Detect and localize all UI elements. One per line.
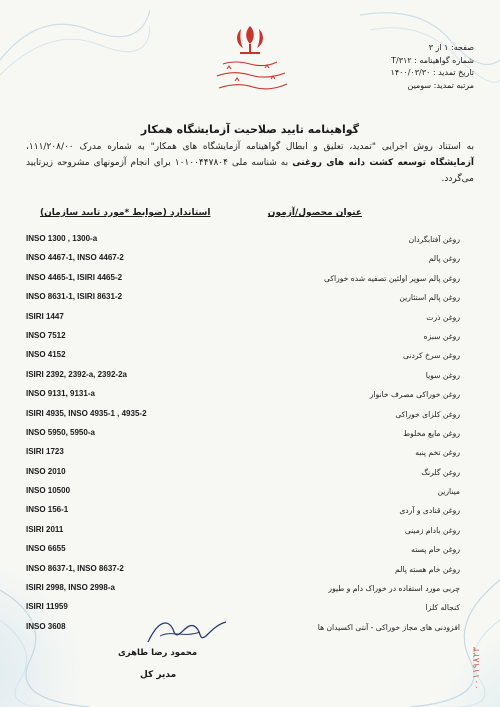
signer-title: مدیر کل bbox=[140, 670, 177, 680]
standard-code: ISIRI 2998, INSO 2998-a bbox=[26, 583, 115, 593]
standard-code: INSO 4152 bbox=[26, 350, 66, 360]
table-row bbox=[0, 368, 500, 387]
product-name: روغن خام پسته bbox=[411, 545, 460, 555]
renewal-rank: مرتبه تمدید: سومین bbox=[407, 80, 474, 90]
table-row bbox=[0, 523, 500, 542]
standard-code: INSO 4467-1, INSO 4467-2 bbox=[26, 253, 124, 263]
standard-code: ISIRI 1447 bbox=[26, 311, 64, 321]
standard-code: ISIRI 4935, INSO 4935-1 , 4935-2 bbox=[26, 408, 147, 418]
product-name: روغن پالم استئارین bbox=[399, 293, 460, 303]
serial-number: ۰۰۱۱۹۸۲۳ bbox=[472, 646, 482, 690]
table-row bbox=[0, 445, 500, 464]
intro-text-1: به استناد روش اجرایی "تمدید، تعلیق و ابطال گواهینامه آزمایشگاه های همکار" به شماره مدرک ۱۱۱/۲۰۸/۰۰، bbox=[26, 142, 474, 152]
standard-code: INSO 3608 bbox=[26, 621, 66, 631]
product-name: روغن تخم پنبه bbox=[415, 448, 460, 458]
product-name: روغن سبزه bbox=[423, 331, 460, 341]
decorative-swirl-top-left bbox=[0, 0, 150, 90]
document-meta bbox=[354, 42, 474, 92]
table-row bbox=[0, 348, 500, 367]
emblem-logo bbox=[205, 22, 295, 102]
product-name: روغن خوراکی مصرف خانوار bbox=[369, 390, 460, 400]
product-name: روغن سویا bbox=[425, 370, 460, 380]
product-name: مینارین bbox=[437, 487, 460, 497]
product-name: روغن پالم سوپر اولئین تصفیه شده خوراکی bbox=[324, 273, 460, 283]
table-row bbox=[0, 484, 500, 503]
product-name: روغن کلزای خوراکی bbox=[395, 409, 460, 419]
table-row bbox=[0, 620, 500, 639]
table-row bbox=[0, 271, 500, 290]
signer-name: محمود رضا طاهری bbox=[118, 648, 198, 658]
table-row bbox=[0, 407, 500, 426]
product-name: روغن سرخ کردنی bbox=[403, 351, 460, 361]
certificate-number: شماره گواهینامه : T/۳۱۲ bbox=[391, 55, 474, 65]
standard-code: INSO 6655 bbox=[26, 544, 66, 554]
column-header-product: عنوان محصول/آزمون bbox=[267, 208, 362, 218]
table-row bbox=[0, 581, 500, 600]
standard-code: ISIRI 2011 bbox=[26, 524, 64, 534]
product-name: کنجاله کلزا bbox=[425, 603, 460, 613]
renewal-date: تاریخ تمدید : ۱۴۰۰/۰۳/۳۰ bbox=[390, 68, 474, 77]
standard-code: INSO 5950, 5950-a bbox=[26, 427, 95, 437]
standard-code: INSO 1300 , 1300-a bbox=[26, 234, 98, 243]
product-name: روغن گلرنگ bbox=[421, 467, 460, 477]
table-row bbox=[0, 310, 500, 329]
lab-name: آزمایشگاه توسعه کشت دانه های روغنی bbox=[292, 158, 474, 168]
product-name: روغن ذرت bbox=[426, 312, 460, 322]
intro-paragraph bbox=[26, 139, 474, 187]
intro-text-2: به شناسه ملی ۱۰۱۰۰۴۴۷۸۰۴ برای انجام آزمونهای مشروحه زیرتایید می‌گردد. bbox=[26, 158, 474, 184]
table-row bbox=[0, 426, 500, 445]
table-row bbox=[0, 562, 500, 581]
standard-code: INSO 9131, 9131-a bbox=[26, 389, 95, 399]
standards-table bbox=[0, 232, 500, 639]
standard-code: INSO 156-1 bbox=[26, 505, 69, 515]
product-name: روغن خام هسته پالم bbox=[395, 564, 460, 574]
column-header-standard: استاندارد (ضوابط *مورد تایید سازمان) bbox=[40, 208, 211, 218]
standard-code: INSO 8637-1, INSO 8637-2 bbox=[26, 563, 124, 573]
table-row bbox=[0, 232, 500, 251]
standard-code: INSO 7512 bbox=[26, 330, 66, 340]
standard-code: INSO 2010 bbox=[26, 466, 66, 476]
product-name: روغن آفتابگردان bbox=[408, 235, 460, 244]
product-name: روغن مایع مخلوط bbox=[403, 428, 460, 438]
standard-code: INSO 4465-1, ISIRI 4465-2 bbox=[26, 272, 123, 282]
table-row bbox=[0, 251, 500, 270]
page-number: صفحه: ۱ از ۳ bbox=[428, 43, 474, 52]
standard-code: INSO 8631-1, ISIRI 8631-2 bbox=[26, 292, 123, 302]
standard-code: ISIRI 1723 bbox=[26, 447, 64, 457]
table-row bbox=[0, 503, 500, 522]
table-row bbox=[0, 542, 500, 561]
standard-code: ISIRI 2392, 2392-a, 2392-2a bbox=[26, 369, 127, 379]
table-row bbox=[0, 290, 500, 309]
table-row bbox=[0, 387, 500, 406]
table-row bbox=[0, 329, 500, 348]
product-name: روغن پالم bbox=[428, 254, 460, 264]
product-name: چربی مورد استفاده در خوراک دام و طیور bbox=[328, 584, 460, 594]
product-name: افزودنی های مجاز خوراکی - آنتی اکسیدان ها bbox=[317, 622, 460, 632]
product-name: روغن قنادی و آردی bbox=[399, 506, 460, 516]
product-name: روغن بادام زمینی bbox=[404, 525, 460, 535]
table-row bbox=[0, 465, 500, 484]
signature-image bbox=[140, 612, 230, 652]
certificate-title: گواهینامه تایید صلاحیت آزمایشگاه همکار bbox=[140, 123, 360, 136]
standard-code: INSO 10500 bbox=[26, 486, 71, 496]
table-row bbox=[0, 600, 500, 619]
standard-code: ISIRI 11959 bbox=[26, 602, 68, 612]
